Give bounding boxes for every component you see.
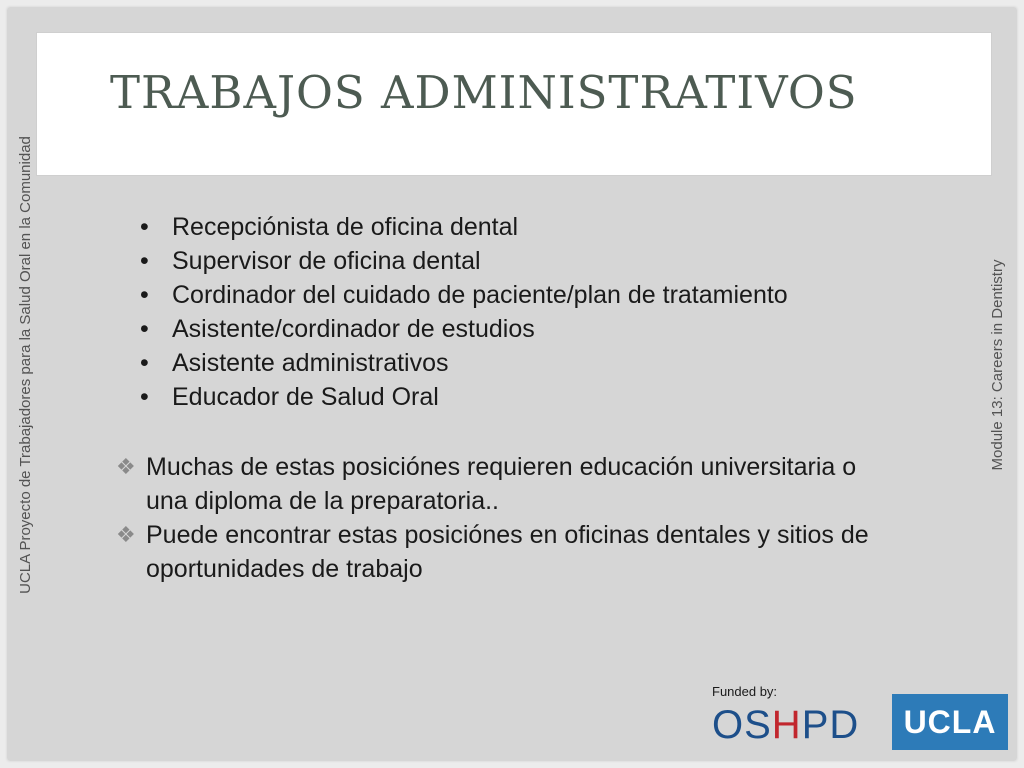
side-footer-right bbox=[986, 236, 1010, 494]
bullet-icon: • bbox=[140, 383, 149, 411]
list-item: • Educador de Salud Oral bbox=[140, 380, 788, 414]
ucla-logo: UCLA bbox=[892, 694, 1008, 750]
bullet-icon: • bbox=[140, 349, 149, 377]
list-item: • Recepciónista de oficina dental bbox=[140, 210, 788, 244]
note-item: ❖ Muchas de estas posiciónes requieren educación universitaria o una diploma de la preparatoria.. bbox=[116, 450, 876, 518]
diamond-bullet-icon: ❖ bbox=[116, 522, 136, 547]
funded-by-label: Funded by: bbox=[712, 684, 778, 699]
bullet-icon: • bbox=[140, 247, 149, 275]
bullet-icon: • bbox=[140, 315, 149, 343]
notes-list bbox=[116, 450, 876, 586]
job-list bbox=[140, 210, 788, 414]
slide-title: TRABAJOS ADMINISTRATIVOS bbox=[110, 66, 858, 119]
oshpd-logo: OSHPD bbox=[712, 703, 860, 747]
side-footer-left-text: UCLA Proyecto de Trabajadores para la Salud Oral en la Comunidad bbox=[17, 136, 34, 594]
diamond-bullet-icon: ❖ bbox=[116, 454, 136, 479]
side-footer-left bbox=[16, 130, 62, 600]
list-item: • Supervisor de oficina dental bbox=[140, 244, 788, 278]
list-item: • Cordinador del cuidado de paciente/plan de tratamiento bbox=[140, 278, 788, 312]
bullet-icon: • bbox=[140, 213, 149, 241]
list-item: • Asistente/cordinador de estudios bbox=[140, 312, 788, 346]
note-item: ❖ Puede encontrar estas posiciónes en oficinas dentales y sitios de oportunidades de trabajo bbox=[116, 518, 876, 586]
bullet-icon: • bbox=[140, 281, 149, 309]
list-item: • Asistente administrativos bbox=[140, 346, 788, 380]
side-footer-right-text: Module 13: Careers in Dentistry bbox=[989, 259, 1006, 471]
